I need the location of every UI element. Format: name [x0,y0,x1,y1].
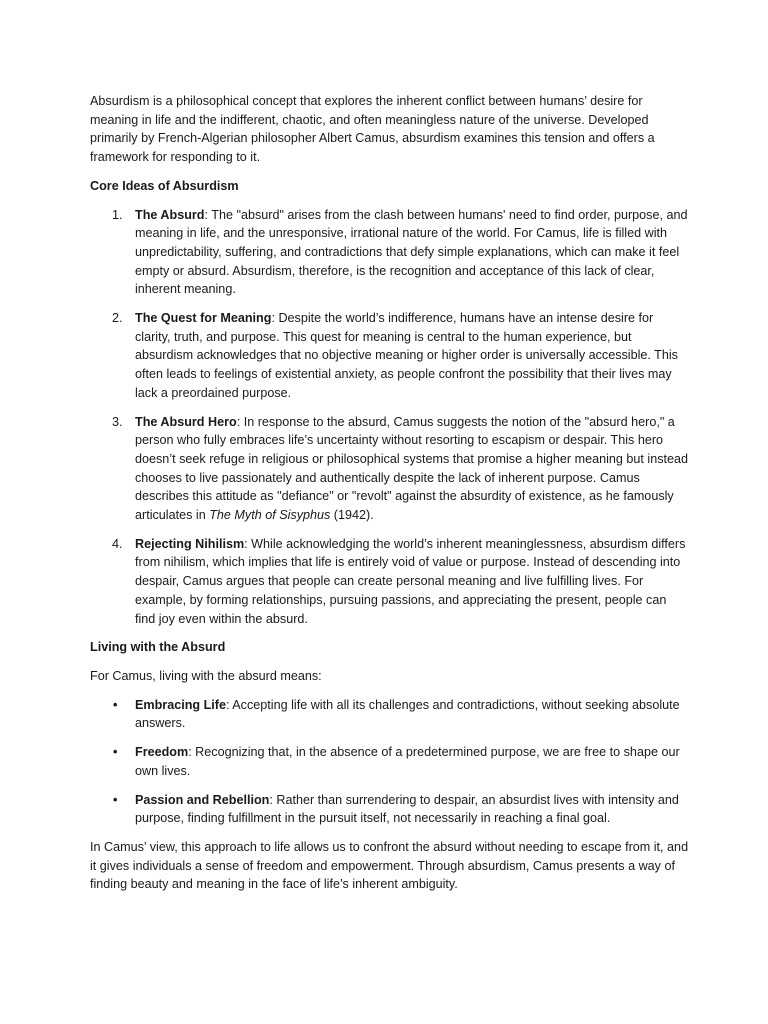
item-term: Freedom [135,745,189,760]
item-text: : Despite the world’s indifference, humans have an intense desire for clarity, truth, and purpose. This quest for meaning is central to the human experience, but absurdism acknowledges that no objective meaning or higher order is universally accessible. This often leads to feelings of existential anxiety, as people confront the possibility that their lives may lack a preordained purpose. [135,311,678,400]
bullet-icon: • [113,792,118,807]
list-item [90,743,690,780]
core-ideas-list [90,206,690,629]
list-number: 1. [112,207,123,222]
list-item [90,309,690,403]
conclusion-paragraph: In Camus’ view, this approach to life allows us to confront the absurd without needing to escape from it, and it gives individuals a sense of freedom and empowerment. Through absurdism, Camus presents a way of finding beauty and meaning in the face of life’s inherent ambiguity. [90,839,689,892]
list-number: 3. [112,414,123,429]
list-item [90,791,690,828]
core-ideas-heading: Core Ideas of Absurdism [90,178,239,193]
bullet-icon: • [113,745,118,760]
item-text: : The "absurd" arises from the clash between humans' need to find order, purpose, and meaning in life, and the unresponsive, irrational nature of the world. For Camus, life is filled with unpredictability, suffering, and contradictions that defy simple explanations, which can make it feel empty or absurd. Absurdism, therefore, is the recognition and acceptance of this lack of clear, inherent meaning. [135,207,688,297]
item-text: : Rather than surrendering to despair, an absurdist lives with intensity and purpose, finding fulfillment in the pursuit itself, not necessarily in reaching a final goal. [135,792,679,826]
list-item [90,413,690,525]
document-page [90,92,690,904]
book-title: The Myth of Sisyphus [209,508,331,523]
item-text-after: (1942). [330,508,374,523]
list-item [90,696,690,733]
item-text: : Accepting life with all its challenges and contradictions, without seeking absolute answers. [135,697,680,731]
bullet-icon: • [113,697,118,712]
intro-paragraph: Absurdism is a philosophical concept that explores the inherent conflict between humans’ desire for meaning in life and the indifferent, chaotic, and often meaningless nature of the universe. Developed primarily by French-Algerian philosopher Albert Camus, absurdism examines this tension and offers a framework for responding to it. [90,94,655,165]
living-list [90,696,690,828]
item-term: Passion and Rebellion [135,792,270,807]
list-number: 2. [112,311,123,326]
item-term: Embracing Life [135,697,226,712]
living-intro-paragraph: For Camus, living with the absurd means: [90,668,322,683]
item-text: : In response to the absurd, Camus suggests the notion of the "absurd hero," a person who fully embraces life’s uncertainty without resorting to escapism or despair. This hero doesn’t seek refuge in religious or philosophical systems that promise a higher meaning but instead chooses to live passionately and authentically despite the lack of inherent purpose. Camus describes this attitude as "defiance" or "revolt" against the absurdity of existence, as he famously articulates in [135,414,689,523]
item-term: The Quest for Meaning [135,311,272,326]
item-term: The Absurd Hero [135,414,237,429]
list-item [90,206,690,300]
item-term: The Absurd [135,207,205,222]
list-number: 4. [112,536,123,551]
living-heading: Living with the Absurd [90,640,226,655]
item-term: Rejecting Nihilism [135,536,245,551]
item-text: : Recognizing that, in the absence of a predetermined purpose, we are free to shape our own lives. [135,745,680,778]
list-item [90,535,690,629]
item-text: : While acknowledging the world’s inherent meaninglessness, absurdism differs from nihilism, which implies that life is entirely void of value or purpose. Instead of descending into despair, Camus argues that people can create personal meaning and live fulfilling lives. For example, by forming relationships, pursuing passions, and appreciating the present, people can find joy even within the absurd. [135,536,686,626]
